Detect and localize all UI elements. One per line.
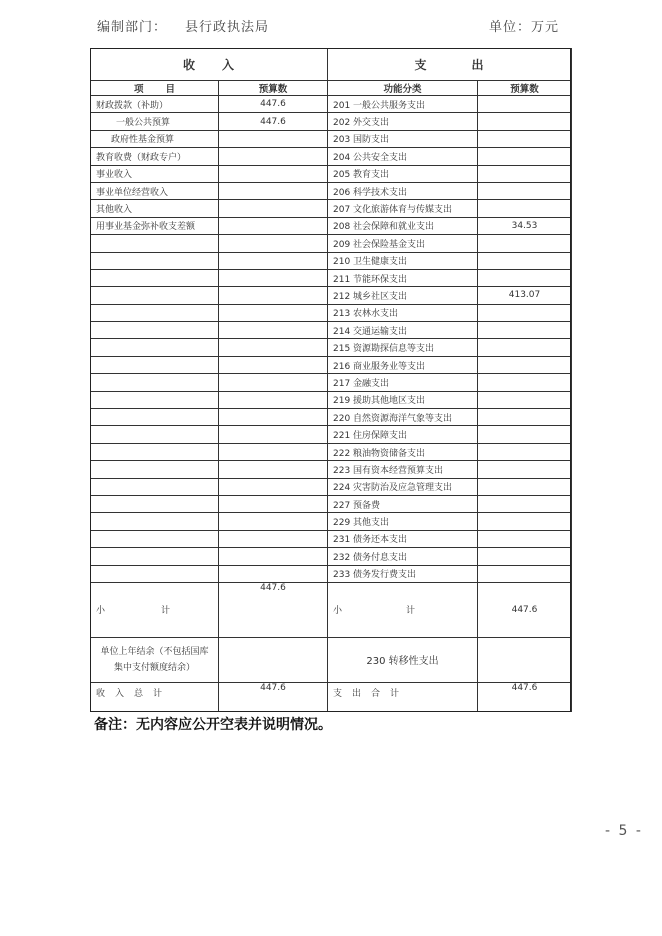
row-function-category: 211 节能环保支出 [328,269,478,286]
row-item: 事业收入 [91,165,219,182]
row-function-category: 223 国有资本经营预算支出 [328,461,478,478]
unit-label: 单位：万元 [489,20,560,35]
subtotal-label: 小 计 [91,582,219,637]
row-function-category: 207 文化旅游体育与传媒支出 [328,200,478,217]
row-item: 用事业基金弥补收支差额 [91,217,219,234]
row-function-category: 212 城乡社区支出 [328,287,478,304]
table-frame [90,48,571,712]
row-item: 政府性基金预算 [91,130,219,147]
row-function-category: 215 资源勘探信息等支出 [328,339,478,356]
row-function-category: 227 预备费 [328,495,478,512]
row-function-category: 224 灾害防治及应急管理支出 [328,478,478,495]
row-function-category: 206 科学技术支出 [328,182,478,199]
row-function-category: 232 债务付息支出 [328,548,478,565]
dept-label: 编制部门： [97,20,168,35]
subtotal-expense: 447.6 [478,582,572,637]
subtotal-label-2: 小 计 [328,582,478,637]
expense-total-amount: 447.6 [478,682,572,711]
row-function-category: 217 金融支出 [328,374,478,391]
col-func-header: 功能分类 [328,81,478,96]
row-function-category: 219 援助其他地区支出 [328,391,478,408]
row-function-category: 216 商业服务业等支出 [328,356,478,373]
row-function-category: 213 农林水支出 [328,304,478,321]
remark-note: 备注：无内容应公开空表并说明情况。 [94,717,332,733]
row-expense-amount: 34.53 [478,217,572,234]
col-budget-header: 预算数 [219,81,328,96]
col-item-header: 项 目 [91,81,219,96]
row-function-category: 209 社会保险基金支出 [328,235,478,252]
row-item: 事业单位经营收入 [91,182,219,199]
income-total-amount: 447.6 [219,682,328,711]
department-header [97,16,269,35]
row-item: 财政拨款（补助） [91,96,219,113]
row-function-category: 214 交通运输支出 [328,322,478,339]
expense-title: 支 出 [328,49,572,81]
row-function-category: 210 卫生健康支出 [328,252,478,269]
row-function-category: 221 住房保障支出 [328,426,478,443]
carryover-label: 单位上年结余（不包括国库集中支付额度结余） [91,637,219,682]
row-function-category: 229 其他支出 [328,513,478,530]
row-item: 其他收入 [91,200,219,217]
col-budget2-header: 预算数 [478,81,572,96]
row-function-category: 208 社会保障和就业支出 [328,217,478,234]
page-number: - 5 - [605,823,643,839]
row-function-category: 203 国防支出 [328,130,478,147]
subtotal-income: 447.6 [219,582,328,637]
row-function-category: 222 粮油物资储备支出 [328,443,478,460]
dept-name: 县行政执法局 [185,20,270,35]
row-function-category: 204 公共安全支出 [328,148,478,165]
income-title: 收 入 [91,49,328,81]
row-item: 一般公共预算 [91,113,219,130]
row-function-category: 202 外交支出 [328,113,478,130]
row-income-amount: 447.6 [219,96,328,113]
row-function-category: 205 教育支出 [328,165,478,182]
row-function-category: 233 债务发行费支出 [328,565,478,582]
row-item: 教育收费（财政专户） [91,148,219,165]
income-total-label: 收 入 总 计 [91,682,219,711]
row-expense-amount: 413.07 [478,287,572,304]
expense-total-label: 支 出 合 计 [328,682,478,711]
row-income-amount: 447.6 [219,113,328,130]
transfer-expense-label: 230 转移性支出 [328,637,478,682]
row-function-category: 201 一般公共服务支出 [328,96,478,113]
row-function-category: 220 自然资源海洋气象等支出 [328,409,478,426]
row-function-category: 231 债务还本支出 [328,530,478,547]
